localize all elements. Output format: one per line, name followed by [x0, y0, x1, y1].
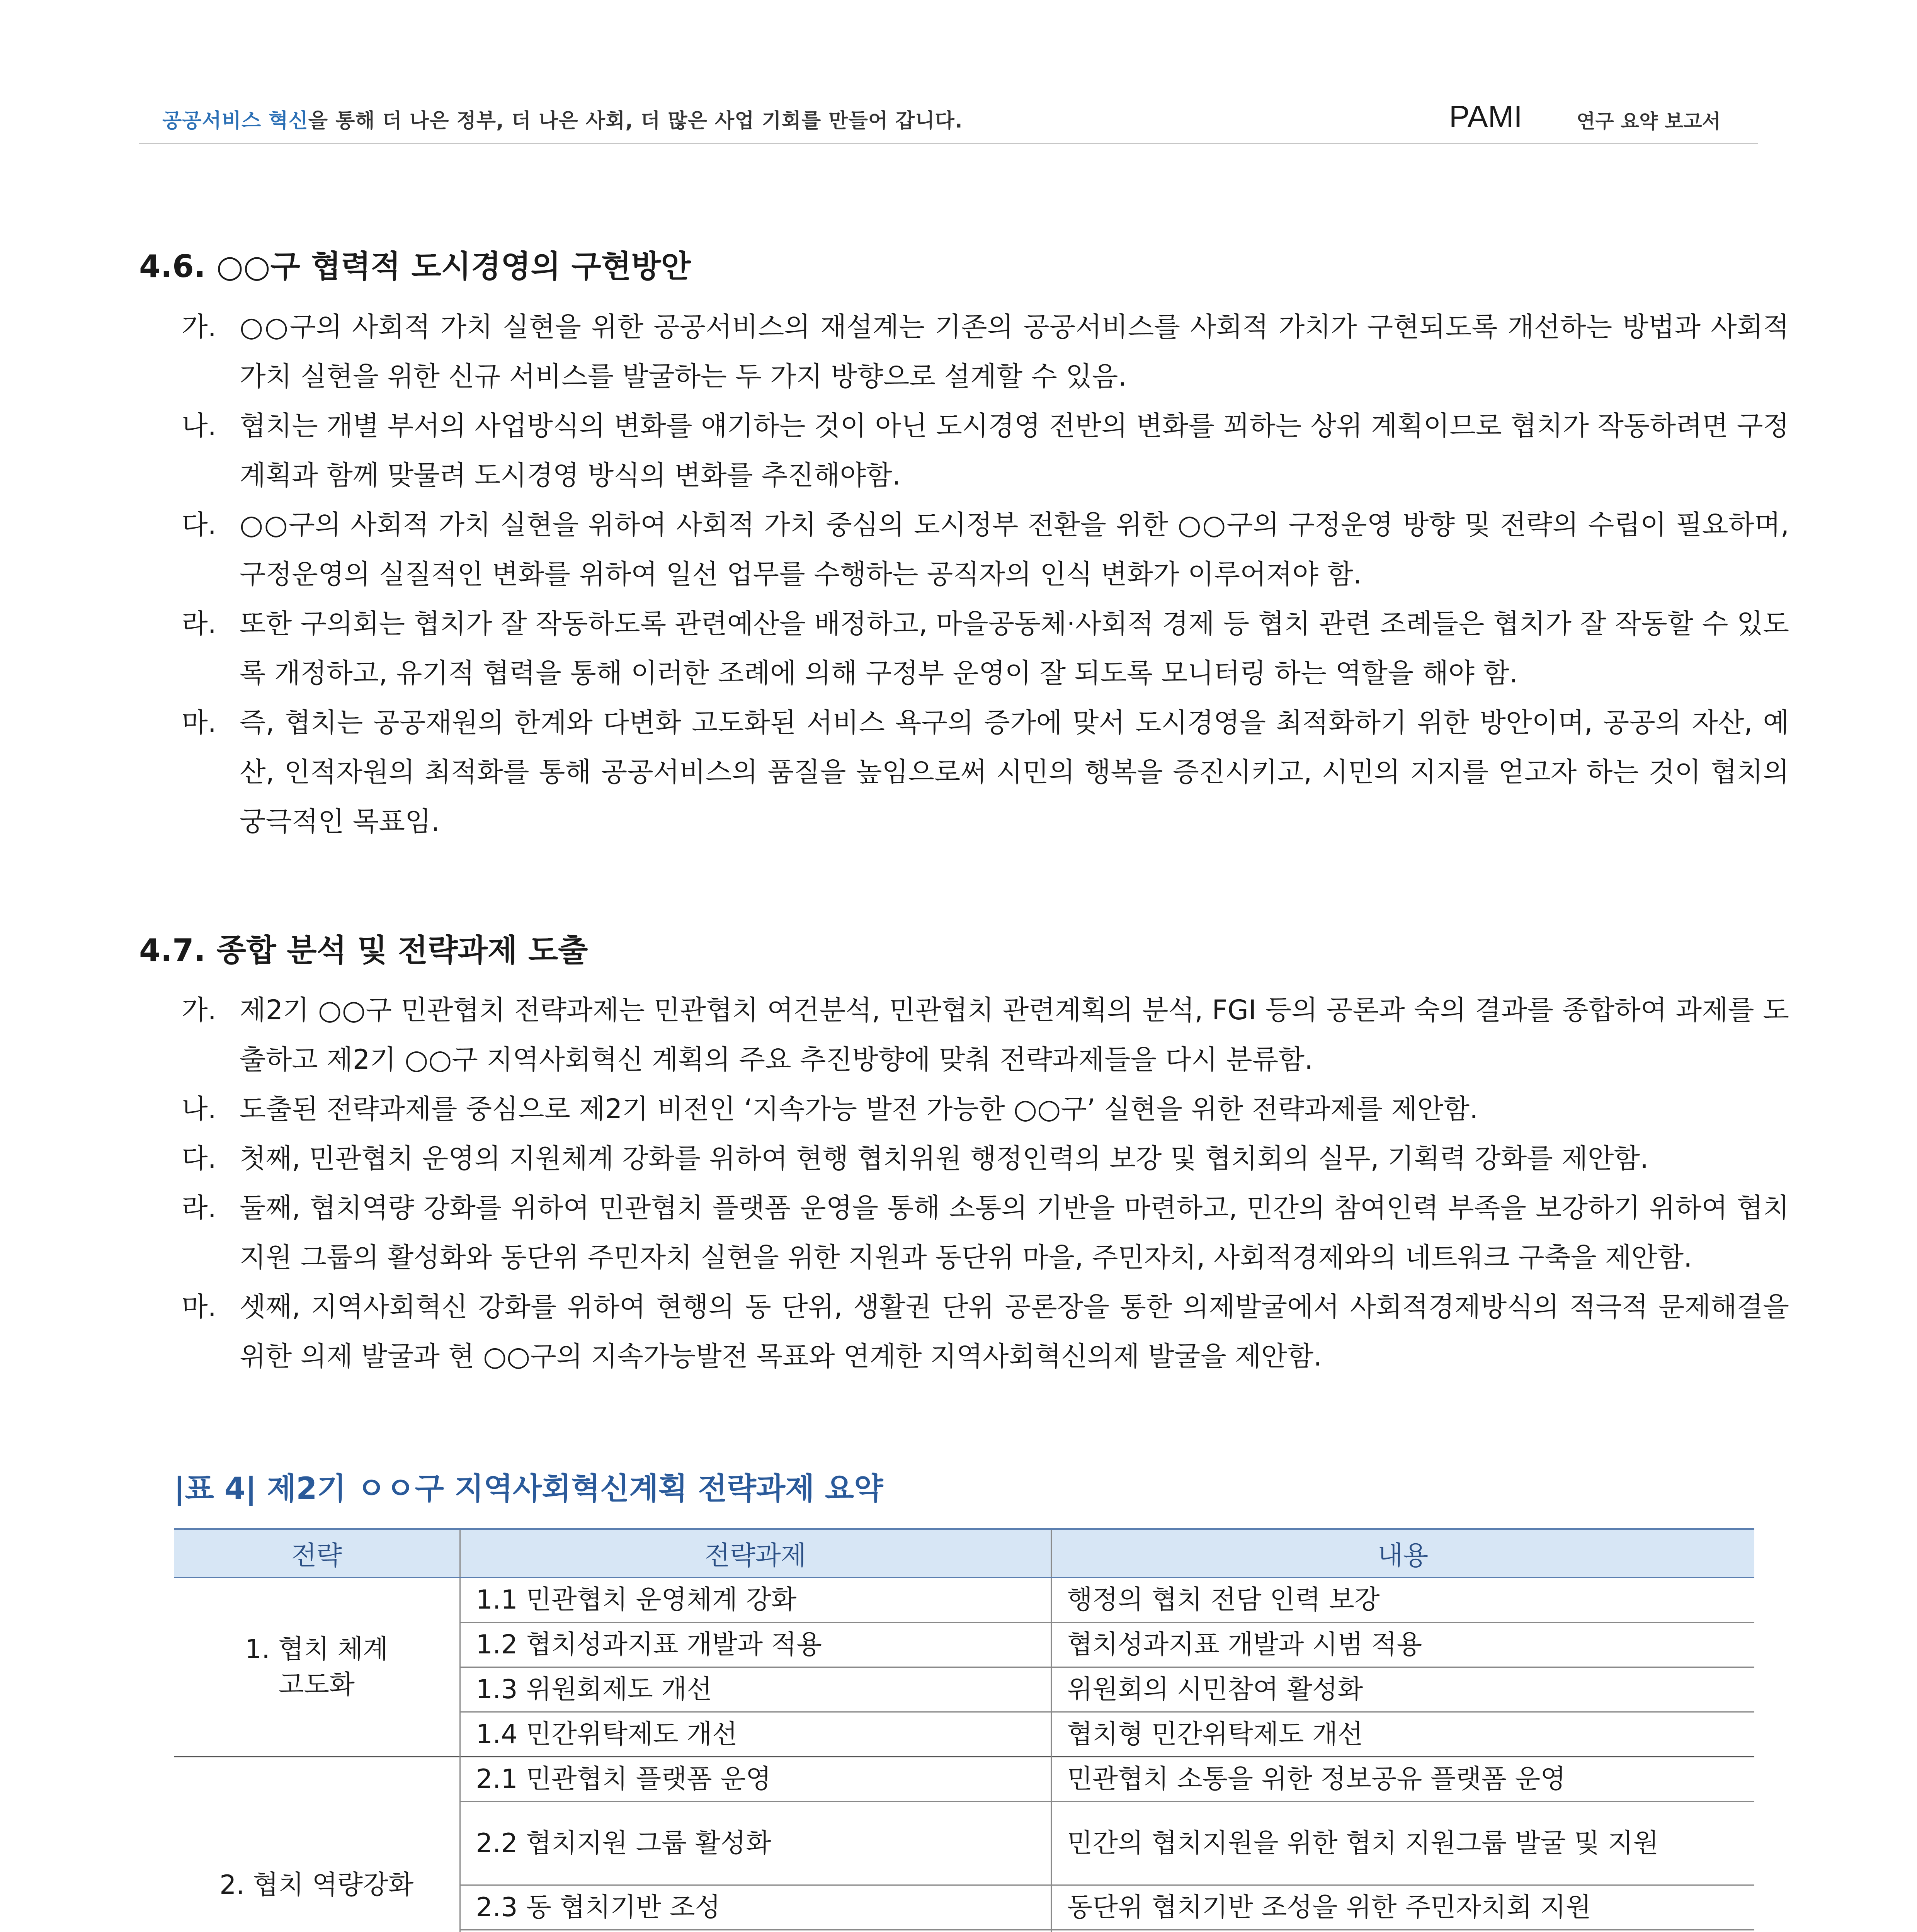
list-text: 또한 구의회는 협치가 잘 작동하도록 관련예산을 배정하고, 마을공동체·사회적 경제 등 협치 관련 조례들은 협치가 잘 작동할 수 있도록 개정하고, 유기적 협력을 통해 이러한 조례에 의해 구정부 운영이 잘 되도록 모니터링 하는 역할을 해야 함. — [240, 608, 1789, 689]
header-slogan-accent: 공공서비스 혁신 — [162, 109, 308, 133]
list-text: 제2기 ○○구 민관협치 전략과제는 민관협치 여건분석, 민관협치 관련계획의 분석, FGI 등의 공론과 숙의 결과를 종합하여 과제를 도출하고 제2기 ○○구 지역사회혁신 계획의 주요 추진방향에 맞춰 전략과제들을 다시 분류함. — [240, 994, 1789, 1075]
list-marker: 마. — [182, 1291, 216, 1323]
table-row — [174, 1757, 1754, 1802]
header-brand: PAMI — [1449, 99, 1522, 134]
content-cell — [1051, 1930, 1754, 1932]
list-marker: 다. — [182, 509, 216, 541]
list-item — [182, 401, 1789, 500]
content-cell: 민간의 협치지원을 위한 협치 지원그룹 발굴 및 지원 — [1051, 1802, 1754, 1885]
list-item — [182, 1084, 1789, 1134]
strategy-cell: 2. 협치 역량강화 — [174, 1757, 460, 1932]
list-text: ○○구의 사회적 가치 실현을 위하여 사회적 가치 중심의 도시정부 전환을 위한 ○○구의 구정운영 방향 및 전략의 수립이 필요하며, 구정운영의 실질적인 변화를 위하여 일선 업무를 수행하는 공직자의 인식 변화가 이루어져야 함. — [240, 509, 1789, 590]
list-text: 첫째, 민관협치 운영의 지원체계 강화를 위하여 현행 협치위원 행정인력의 보강 및 협치회의 실무, 기획력 강화를 제안함. — [240, 1143, 1649, 1174]
list-marker: 나. — [182, 410, 216, 442]
content-cell: 협치성과지표 개발과 시범 적용 — [1051, 1622, 1754, 1667]
header-slogan — [162, 104, 963, 133]
column-header-task: 전략과제 — [460, 1529, 1051, 1578]
list-marker: 라. — [182, 608, 216, 639]
task-cell: 1.3 위원회제도 개선 — [460, 1667, 1051, 1712]
list-item — [182, 698, 1789, 846]
list-item — [182, 1134, 1789, 1183]
table-row — [174, 1578, 1754, 1622]
task-cell: 1.4 민간위탁제도 개선 — [460, 1712, 1051, 1757]
section-title-4-6: 4.6. ○○구 협력적 도시경영의 구현방안 — [139, 248, 691, 284]
task-cell — [460, 1930, 1051, 1932]
list-item — [182, 1183, 1789, 1282]
list-text: 협치는 개별 부서의 사업방식의 변화를 얘기하는 것이 아닌 도시경영 전반의 변화를 꾀하는 상위 계획이므로 협치가 작동하려면 구정 계획과 함께 맞물려 도시경영 방식의 변화를 추진해야함. — [240, 410, 1789, 491]
list-text: 셋째, 지역사회혁신 강화를 위하여 현행의 동 단위, 생활권 단위 공론장을 통한 의제발굴에서 사회적경제방식의 적극적 문제해결을 위한 의제 발굴과 현 ○○구의 지속가능발전 목표와 연계한 지역사회혁신의제 발굴을 제안함. — [240, 1291, 1789, 1372]
page-header — [139, 93, 1758, 144]
list-text: 즉, 협치는 공공재원의 한계와 다변화 고도화된 서비스 욕구의 증가에 맞서 도시경영을 최적화하기 위한 방안이며, 공공의 자산, 예산, 인적자원의 최적화를 통해 공공서비스의 품질을 높임으로써 시민의 행복을 증진시키고, 시민의 지지를 얻고자 하는 것이 협치의 궁극적인 목표임. — [240, 707, 1789, 837]
list-text: 둘째, 협치역량 강화를 위하여 민관협치 플랫폼 운영을 통해 소통의 기반을 마련하고, 민간의 참여인력 부족을 보강하기 위하여 협치지원 그룹의 활성화와 동단위 주민자치 실현을 위한 지원과 동단위 마을, 주민자치, 사회적경제와의 네트워크 구축을 제안함. — [240, 1192, 1789, 1273]
content-cell: 위원회의 시민참여 활성화 — [1051, 1667, 1754, 1712]
list-text: 도출된 전략과제를 중심으로 제2기 비전인 ‘지속가능 발전 가능한 ○○구’ 실현을 위한 전략과제를 제안함. — [240, 1093, 1478, 1125]
list-marker: 다. — [182, 1143, 216, 1174]
list-marker: 가. — [182, 994, 216, 1026]
list-item — [182, 500, 1789, 599]
content-cell: 민관협치 소통을 위한 정보공유 플랫폼 운영 — [1051, 1757, 1754, 1802]
list-item — [182, 599, 1789, 698]
task-cell: 2.1 민관협치 플랫폼 운영 — [460, 1757, 1051, 1802]
section-title-4-7: 4.7. 종합 분석 및 전략과제 도출 — [139, 932, 588, 968]
content-cell: 동단위 협치기반 조성을 위한 주민자치회 지원 — [1051, 1885, 1754, 1930]
list-item — [182, 1282, 1789, 1381]
content-cell: 행정의 협치 전담 인력 보강 — [1051, 1578, 1754, 1622]
list-marker: 나. — [182, 1093, 216, 1125]
list-item — [182, 985, 1789, 1084]
list-marker: 마. — [182, 707, 216, 738]
list-text: ○○구의 사회적 가치 실현을 위한 공공서비스의 재설계는 기존의 공공서비스를 사회적 가치가 구현되도록 개선하는 방법과 사회적 가치 실현을 위한 신규 서비스를 발굴하는 두 가지 방향으로 설계할 수 있음. — [240, 311, 1789, 392]
table-caption: |표 4| 제2기 ㅇㅇ구 지역사회혁신계획 전략과제 요약 — [174, 1471, 883, 1506]
header-slogan-rest: 을 통해 더 나은 정부, 더 나은 사회, 더 많은 사업 기회를 만들어 갑니다. — [308, 109, 963, 133]
table-header-row — [174, 1529, 1754, 1578]
task-cell: 2.3 동 협치기반 조성 — [460, 1885, 1051, 1930]
list-marker: 가. — [182, 311, 216, 343]
header-doc-type: 연구 요약 보고서 — [1577, 110, 1721, 133]
list-item — [182, 302, 1789, 401]
list-marker: 라. — [182, 1192, 216, 1224]
strategy-cell: 1. 협치 체계 고도화 — [174, 1578, 460, 1757]
task-cell: 1.1 민관협치 운영체계 강화 — [460, 1578, 1051, 1622]
column-header-strategy: 전략 — [174, 1529, 460, 1578]
column-header-content: 내용 — [1051, 1529, 1754, 1578]
task-cell: 1.2 협치성과지표 개발과 적용 — [460, 1622, 1051, 1667]
strategy-summary-table — [174, 1528, 1754, 1932]
task-cell: 2.2 협치지원 그룹 활성화 — [460, 1802, 1051, 1885]
content-cell: 협치형 민간위탁제도 개선 — [1051, 1712, 1754, 1757]
